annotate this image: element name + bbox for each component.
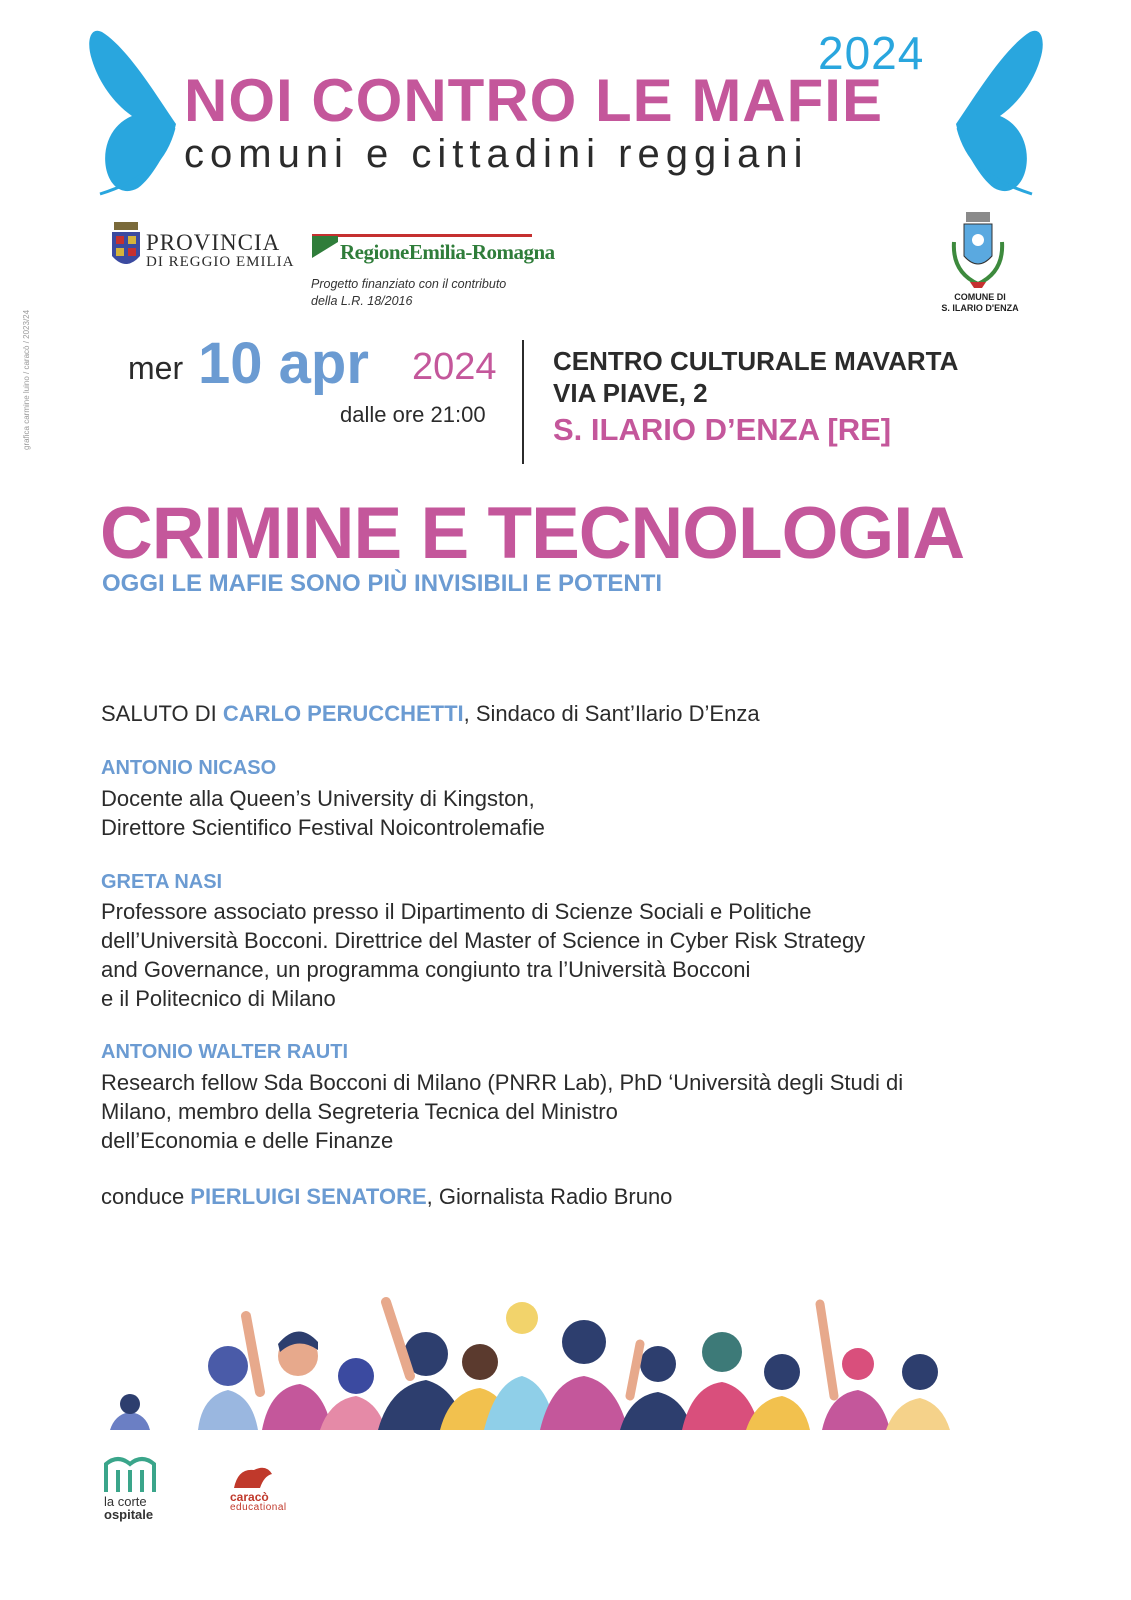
regione-note-line: Progetto finanziato con il contributo	[311, 277, 507, 291]
speaker-description	[101, 784, 1061, 842]
moderator-line	[101, 1182, 672, 1211]
side-credit: grafica carmine luino / caracò / 2023/24	[22, 309, 31, 450]
la-corte-label: la corte	[104, 1494, 147, 1509]
venue-address: VIA PIAVE, 2	[553, 378, 708, 408]
header-title: NOI CONTRO LE MAFIE	[184, 67, 883, 134]
caraco-label: caracò	[230, 1490, 269, 1504]
crowd-illustration	[110, 1296, 990, 1430]
event-title: CRIMINE E TECNOLOGIA	[100, 493, 965, 574]
caraco-logo-icon	[230, 1462, 276, 1492]
regione-note	[311, 276, 551, 310]
regione-flag-icon	[312, 236, 338, 258]
comune-crest-icon	[948, 212, 1008, 290]
comune-name-line: S. ILARIO D'ENZA	[941, 303, 1019, 313]
header-subtitle: comuni e cittadini reggiani	[184, 132, 809, 176]
speaker-description-line: dell’Economia e delle Finanze	[101, 1128, 394, 1153]
la-corte-ospitale-logo-icon	[104, 1454, 156, 1494]
comune-name-line: COMUNE DI	[954, 292, 1006, 302]
ospitale-label: ospitale	[104, 1507, 154, 1522]
header-year: 2024	[818, 27, 925, 79]
speaker-description-line: Docente alla Queen’s University di Kingston,	[101, 786, 535, 811]
speaker-description-line: dell’Università Bocconi. Direttrice del Master of Science in Cyber Risk Strategy	[101, 928, 866, 953]
provincia-subtitle: DI REGGIO EMILIA	[146, 254, 295, 270]
speaker-description	[101, 897, 1061, 1013]
venue-city: S. ILARIO D’ENZA [RE]	[553, 412, 892, 447]
greeting-suffix: , Sindaco di Sant’Ilario D’Enza	[463, 701, 760, 726]
regione-bar	[312, 234, 532, 237]
moderator-suffix: , Giornalista Radio Bruno	[426, 1184, 673, 1209]
greeting-line	[101, 699, 760, 728]
speaker-description	[101, 1068, 1061, 1155]
provincia-name: PROVINCIA	[146, 230, 281, 255]
regione-note-line: della L.R. 18/2016	[311, 294, 413, 308]
event-day: mer	[128, 350, 184, 386]
speaker-description-line: Milano, membro della Segreteria Tecnica del Ministro	[101, 1099, 618, 1124]
butterfly-left-icon	[88, 28, 180, 200]
speaker-description-line: Professore associato presso il Dipartimento di Scienze Sociali e Politiche	[101, 899, 812, 924]
speaker-description-line: and Governance, un programma congiunto tra l’Università Bocconi	[101, 957, 751, 982]
moderator-prefix: conduce	[101, 1184, 191, 1209]
butterfly-right-icon	[952, 28, 1044, 200]
venue-name: CENTRO CULTURALE MAVARTA	[553, 346, 959, 376]
event-year: 2024	[412, 346, 497, 388]
comune-name	[930, 292, 1030, 314]
date-venue-divider	[522, 340, 524, 464]
speaker-name: ANTONIO NICASO	[101, 757, 277, 779]
event-date: 10 apr	[198, 331, 369, 396]
speaker-description-line: e il Politecnico di Milano	[101, 986, 336, 1011]
greeting-name: CARLO PERUCCHETTI	[222, 701, 464, 726]
speaker-description-line: Research fellow Sda Bocconi di Milano (PNRR Lab), PhD ‘Università degli Studi di	[101, 1070, 904, 1095]
speaker-name: GRETA NASI	[101, 871, 223, 893]
educational-label: educational	[230, 1502, 287, 1513]
greeting-prefix: SALUTO DI	[101, 701, 223, 726]
provincia-crest-icon	[110, 222, 142, 272]
speaker-description-line: Direttore Scientifico Festival Noicontrolemafie	[101, 815, 545, 840]
event-subtitle: OGGI LE MAFIE SONO PIÙ INVISIBILI E POTENTI	[102, 570, 663, 597]
event-time: dalle ore 21:00	[340, 402, 486, 427]
speaker-name: ANTONIO WALTER RAUTI	[101, 1041, 349, 1063]
moderator-name: PIERLUIGI SENATORE	[190, 1184, 427, 1209]
regione-name: RegioneEmilia-Romagna	[340, 240, 555, 264]
